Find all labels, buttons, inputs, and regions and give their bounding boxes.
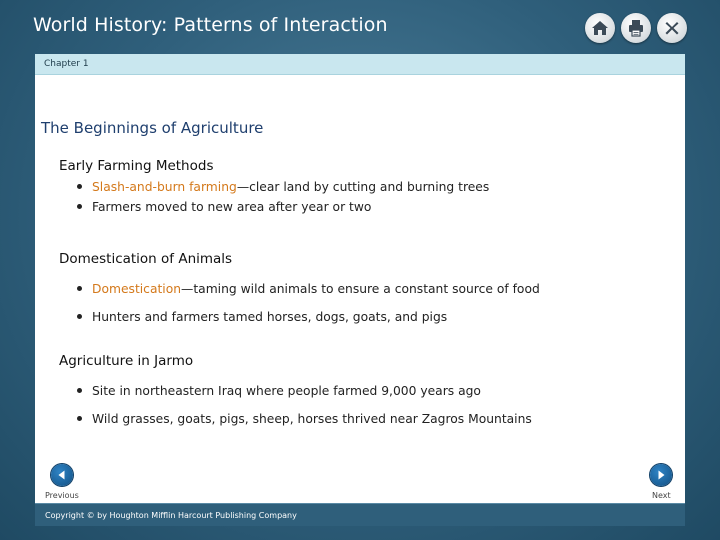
close-button[interactable] [657, 13, 687, 43]
chapter-label: Chapter 1 [44, 59, 89, 69]
app-title: World History: Patterns of Interaction [33, 14, 388, 36]
bullet-item [77, 282, 540, 296]
previous-button[interactable] [51, 464, 73, 486]
bullet-text: Site in northeastern Iraq where people farmed 9,000 years ago [92, 384, 481, 398]
bullet-icon [77, 314, 82, 319]
print-button[interactable] [621, 13, 651, 43]
bullet-item [77, 310, 447, 324]
bullet-text: —clear land by cutting and burning trees [236, 180, 490, 194]
copyright-text: Copyright © by Houghton Mifflin Harcourt Publishing Company [45, 511, 297, 520]
bullet-text: Wild grasses, goats, pigs, sheep, horses thrived near Zagros Mountains [92, 412, 532, 426]
print-icon [626, 18, 646, 38]
chapter-bar [35, 54, 685, 75]
bullet-text: —taming wild animals to ensure a constant source of food [181, 282, 540, 296]
section-title: The Beginnings of Agriculture [41, 119, 264, 137]
close-icon [662, 18, 682, 38]
heading-domestication: Domestication of Animals [59, 251, 233, 267]
bullet-text: Farmers moved to new area after year or two [92, 200, 372, 214]
arrow-right-icon [655, 469, 667, 481]
key-term: Domestication [92, 282, 182, 296]
bullet-icon [77, 204, 82, 209]
top-icon-group [585, 13, 687, 43]
top-bar [0, 0, 720, 54]
bullet-icon [77, 286, 82, 291]
home-icon [590, 18, 610, 38]
arrow-left-icon [56, 469, 68, 481]
next-button[interactable] [650, 464, 672, 486]
key-term: Slash-and-burn farming [92, 180, 237, 194]
home-button[interactable] [585, 13, 615, 43]
next-label[interactable]: Next [652, 491, 671, 500]
heading-early-farming: Early Farming Methods [59, 158, 214, 174]
heading-jarmo: Agriculture in Jarmo [59, 353, 194, 369]
bullet-item [77, 180, 489, 194]
bullet-icon [77, 388, 82, 393]
previous-label[interactable]: Previous [45, 491, 79, 500]
bullet-item [77, 412, 532, 426]
content-panel [35, 75, 685, 503]
footer-bar [35, 503, 685, 526]
bullet-icon [77, 416, 82, 421]
bullet-item [77, 200, 371, 214]
bullet-item [77, 384, 481, 398]
bullet-icon [77, 184, 82, 189]
bullet-text: Hunters and farmers tamed horses, dogs, goats, and pigs [92, 310, 448, 324]
